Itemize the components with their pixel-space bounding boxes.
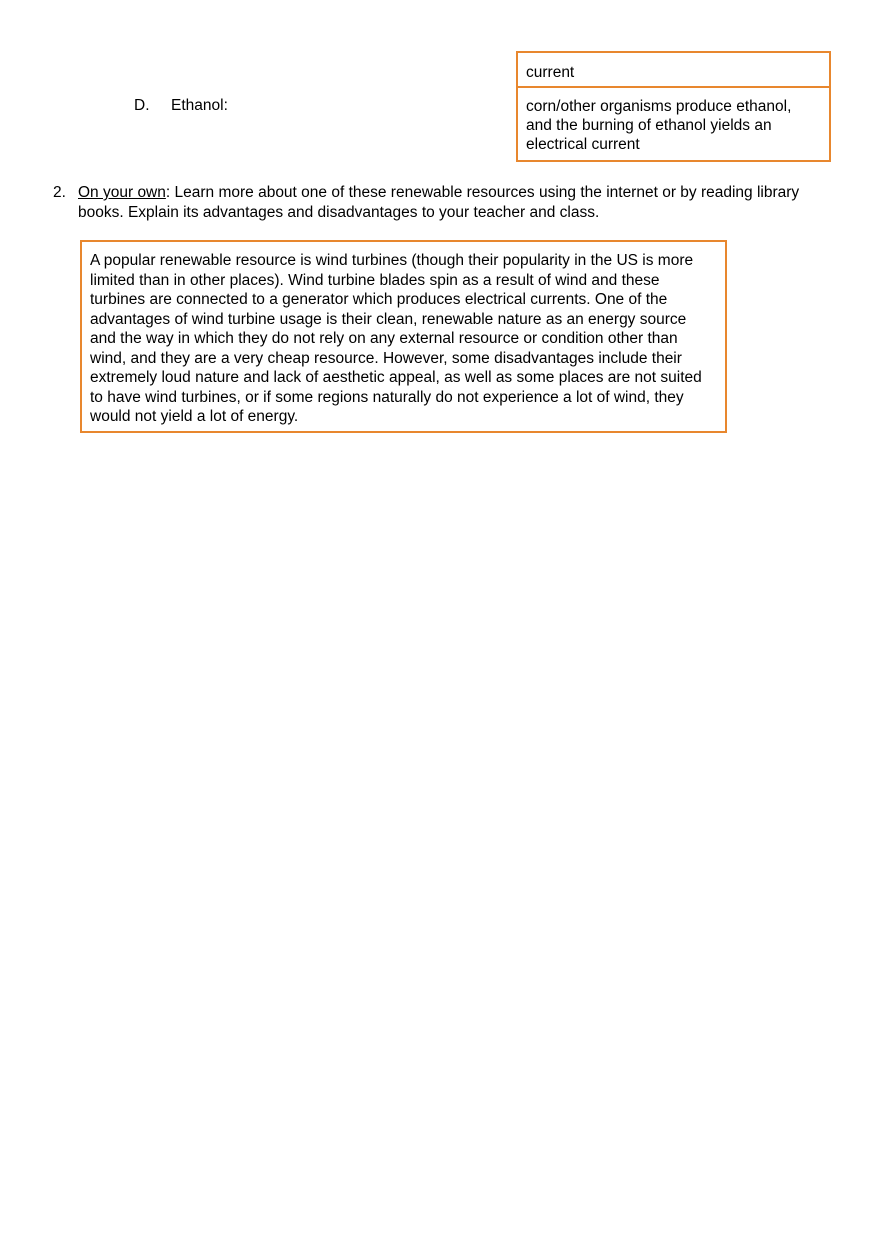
- answer-box-essay[interactable]: [80, 240, 727, 433]
- essay-text: A popular renewable resource is wind turbines (though their popularity in the US is more limited than in other places). Wind turbine blades spin as a result of wind and these turbines are connected to a generator which produces electrical currents. One of the advantages of wind turbine usage is their clean, renewable nature as an energy source and the way in which they do not rely on any external resource or condition other than wind, and they are a very cheap resource. However, some disadvantages include their extremely loud nature and lack of aesthetic appeal, as well as some places are not suited to have wind turbines, or if some regions naturally do not experience a lot of wind, they would not yield a lot of energy.: [90, 252, 702, 425]
- item-label-ethanol: Ethanol:: [171, 97, 228, 114]
- question-body: : Learn more about one of these renewable resources using the internet or by reading library books. Explain its advantages and disadvantages to your teacher and class.: [78, 184, 800, 221]
- answer-box-previous-item[interactable]: [516, 51, 831, 88]
- question-lead: On your own: [78, 184, 166, 201]
- item-letter-d: D.: [134, 97, 150, 114]
- answer-text-previous-item: current: [526, 64, 575, 81]
- answer-text-ethanol: corn/other organisms produce ethanol, and the burning of ethanol yields an electrical current: [526, 98, 792, 153]
- question-prompt: [78, 183, 838, 223]
- answer-box-ethanol[interactable]: [516, 86, 831, 162]
- question-number: 2.: [53, 184, 66, 201]
